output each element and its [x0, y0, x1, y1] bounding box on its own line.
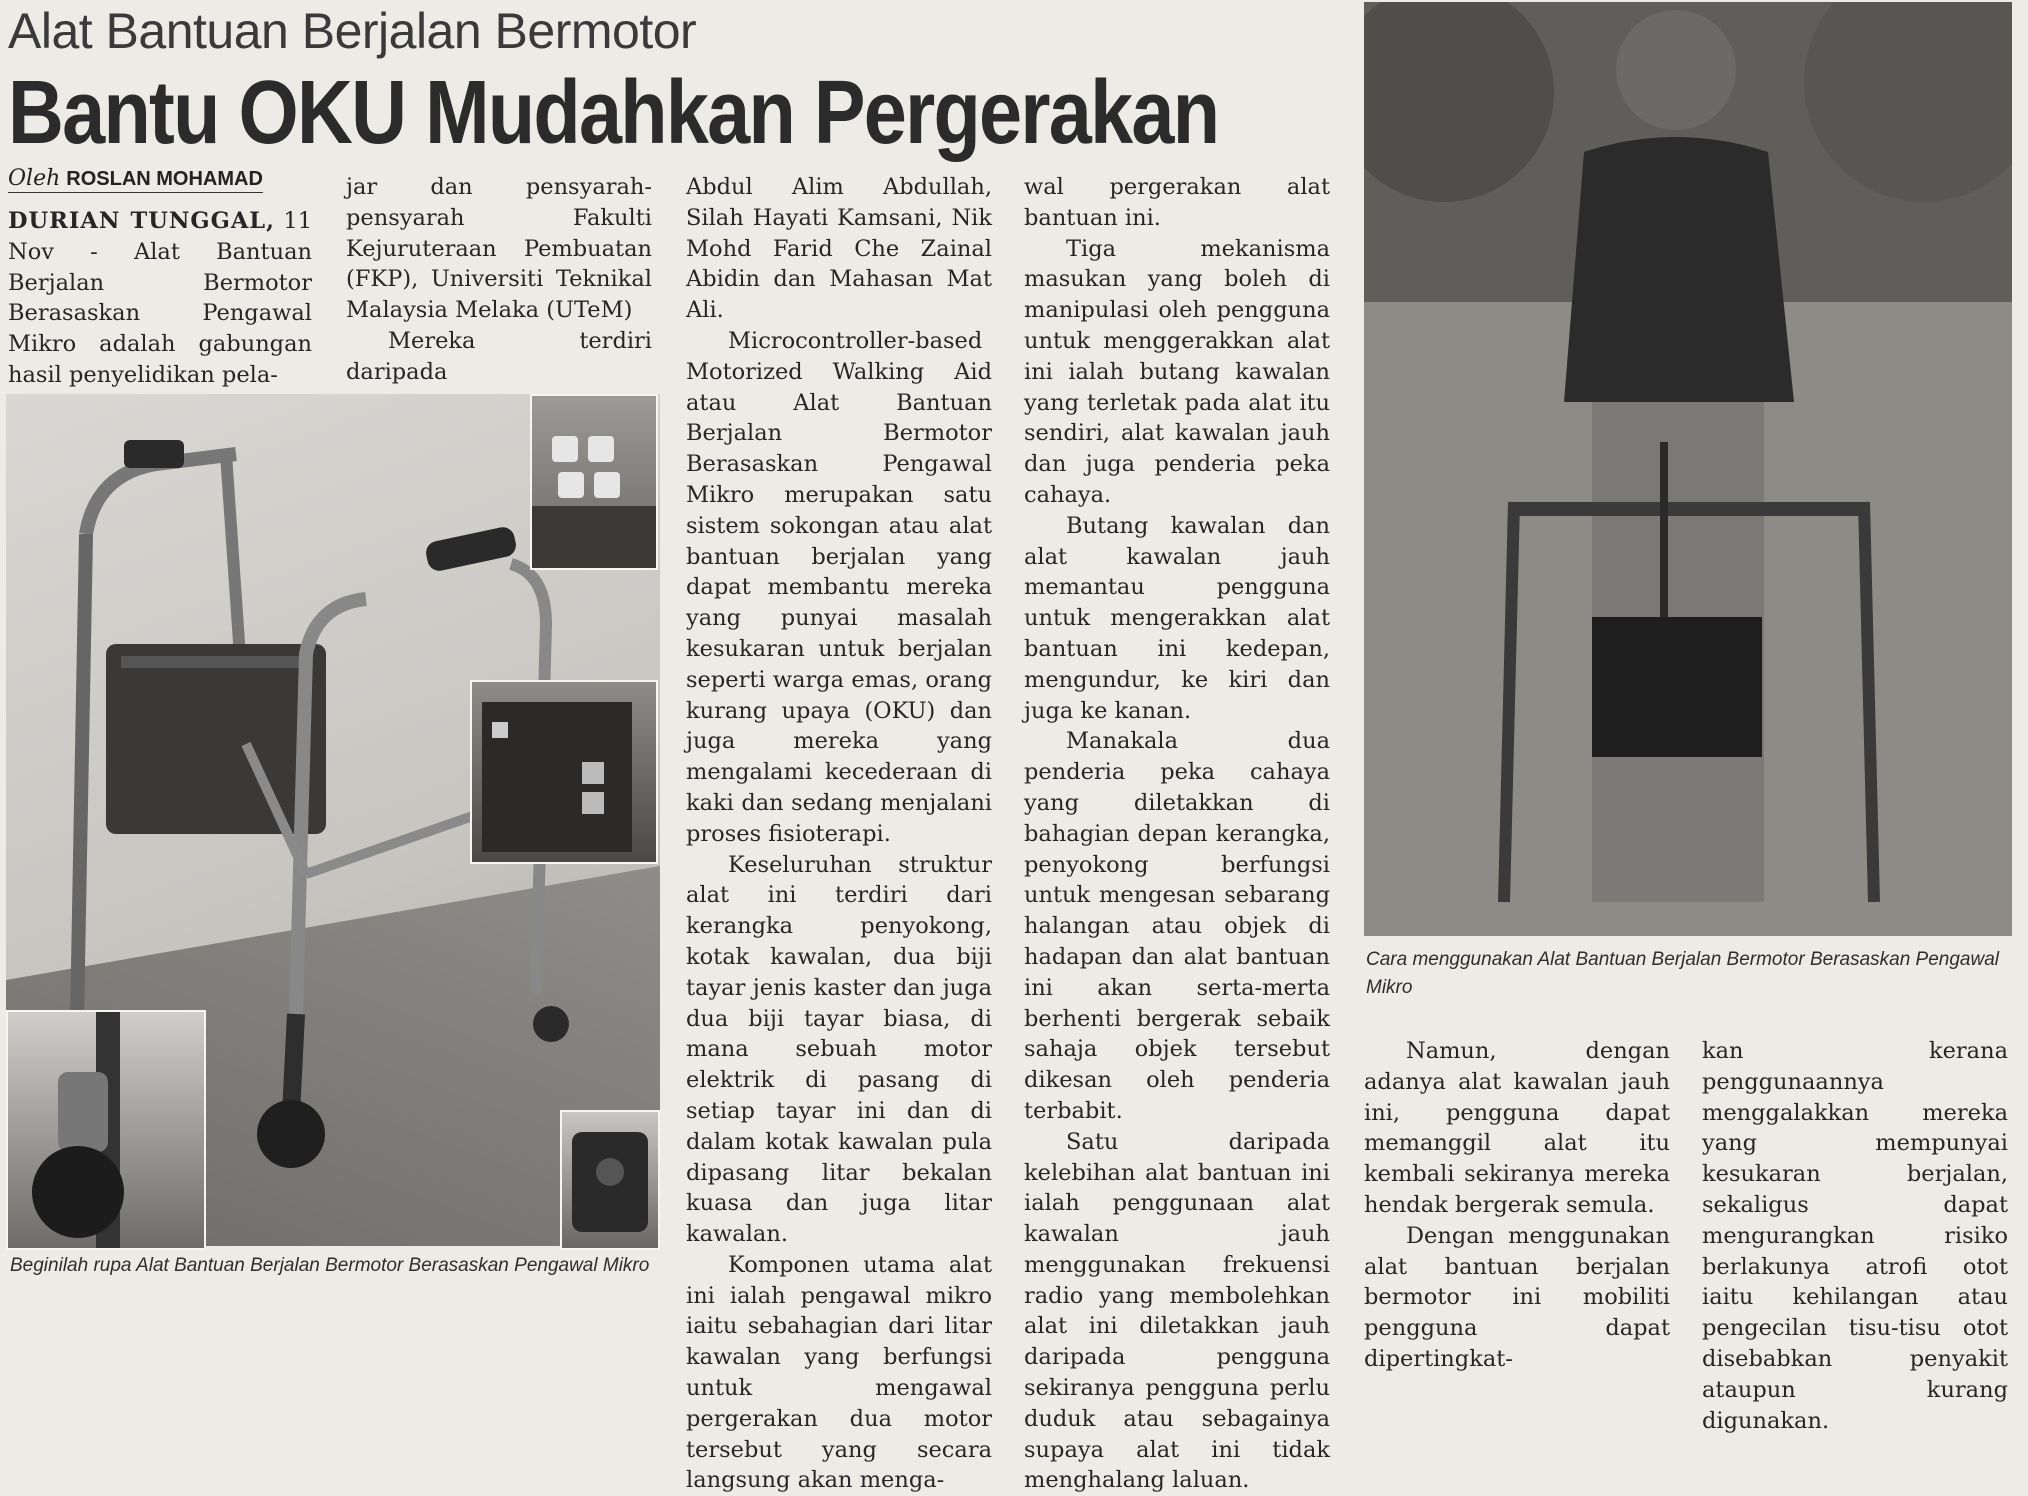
- inset-photo-control-box: [470, 680, 658, 864]
- inset-photo-buttons: [530, 394, 658, 570]
- inset-photo-remote: [560, 1110, 660, 1250]
- article-column-5: [1364, 1036, 1670, 1375]
- paragraph: Keseluruhan struktur alat ini terdiri dari kerangka penyokong, kotak kawalan, dua biji tayar jenis kaster dan juga dua biji tayar biasa, di mana sebuah motor elektrik di pasang di setiap tayar ini dan di dalam kotak kawalan pula dipasang litar bekalan kuasa dan juga litar kawalan.: [686, 851, 992, 1248]
- paragraph: Satu daripada kelebihan alat bantuan ini ialah penggunaan alat kawalan jauh menggunakan frekuensi radio yang membolehkan alat ini diletakkan jauh daripada pengguna sekiranya pengguna perlu duduk atau sebagainya supaya alat ini tidak menghalang laluan.: [1024, 1128, 1330, 1494]
- article-column-2: [346, 172, 652, 388]
- kicker-headline: Alat Bantuan Berjalan Bermotor: [8, 3, 697, 59]
- inset-photo-motor-wheel: [6, 1010, 206, 1250]
- byline-prefix: Oleh: [8, 166, 61, 191]
- paragraph: Namun, dengan adanya alat kawalan jauh ini, pengguna dapat memanggil alat itu kembali sekiranya mereka hendak bergerak semula.: [1364, 1038, 1670, 1218]
- byline: [8, 166, 263, 193]
- article-column-6: [1702, 1036, 2008, 1436]
- remote-control-detail: [562, 1112, 658, 1248]
- dateline: DURIAN TUNGGAL,: [8, 208, 275, 234]
- byline-author: ROSLAN MOHAMAD: [66, 168, 263, 190]
- paragraph: Microcontroller-based Motorized Walking Aid atau Alat Bantuan Berjalan Bermotor Berasaskan Pengawal Mikro merupakan satu sistem sokongan atau alat bantuan berjalan yang dapat membantu mereka yang punyai masalah kesukaran untuk berjalan seperti warga emas, orang kurang upaya (OKU) dan juga mereka yang mengalami kecederaan di kaki dan sedang menjalani proses fisioterapi.: [686, 327, 992, 847]
- paragraph: Tiga mekanisma masukan yang boleh di manipulasi oleh pengguna untuk menggerakkan alat ini ialah butang kawalan yang terletak pada alat itu sendiri, alat kawalan jauh dan juga penderia peka cahaya.: [1024, 235, 1330, 508]
- buttons-detail: [532, 396, 656, 568]
- outdoor-scene-illustration: [1364, 2, 2012, 936]
- article-column-4: [1024, 172, 1330, 1496]
- main-headline: Bantu OKU Mudahkan Pergerakan: [8, 63, 1219, 163]
- article-column-1: [8, 206, 312, 391]
- motor-wheel-detail: [8, 1012, 204, 1248]
- photo-caption-right: Cara menggunakan Alat Bantuan Berjalan Bermotor Berasaskan Pengawal Mikro: [1366, 949, 2000, 998]
- lead-paragraph: 11 Nov - Alat Bantuan Berjalan Bermotor Berasaskan Pengawal Mikro adalah gabungan hasil penyelidikan pela-: [8, 208, 313, 388]
- paragraph: Butang kawalan dan alat kawalan jauh memantau pengguna untuk mengerakkan alat bantuan ini kedepan, mengundur, ke kiri dan juga ke kanan.: [1024, 512, 1330, 724]
- paragraph: jar dan pensyarah-pensyarah Fakulti Kejuruteraan Pembuatan (FKP), Universiti Teknikal Malaysia Melaka (UTeM): [346, 174, 652, 324]
- article-column-3: [686, 172, 992, 1496]
- paragraph: Dengan menggunakan alat bantuan berjalan bermotor ini mobiliti pengguna dapat dipertingkat-: [1364, 1222, 1670, 1372]
- paragraph: Abdul Alim Abdullah, Silah Hayati Kamsani, Nik Mohd Farid Che Zainal Abidin dan Mahasan Mat Ali.: [686, 174, 992, 324]
- photo-caption-left: Beginilah rupa Alat Bantuan Berjalan Bermotor Berasaskan Pengawal Mikro: [10, 1255, 650, 1276]
- control-box-detail: [472, 682, 656, 862]
- paragraph: wal pergerakan alat bantuan ini.: [1024, 174, 1330, 231]
- man-with-walker-photo: [1364, 2, 2012, 936]
- paragraph: Manakala dua penderia peka cahaya yang diletakkan di bahagian depan kerangka, penyokong berfungsi untuk mengesan sebarang halangan atau objek di hadapan dan alat bantuan ini akan serta-merta berhenti bergerak sebaik sahaja objek tersebut dikesan oleh penderia terbabit.: [1024, 728, 1330, 1124]
- paragraph: Komponen utama alat ini ialah pengawal mikro iaitu sebahagian dari litar kawalan yang berfungsi untuk mengawal pergerakan dua motor tersebut yang secara langsung akan menga-: [686, 1251, 992, 1494]
- paragraph: Mereka terdiri daripada: [346, 327, 652, 385]
- paragraph: kan kerana penggunaannya menggalakkan mereka yang mempunyai kesukaran berjalan, sekaligus dapat mengurangkan risiko berlakunya atrofi otot iaitu kehilangan atau pengecilan tisu-tisu otot disebabkan penyakit ataupun kurang digunakan.: [1702, 1038, 2008, 1434]
